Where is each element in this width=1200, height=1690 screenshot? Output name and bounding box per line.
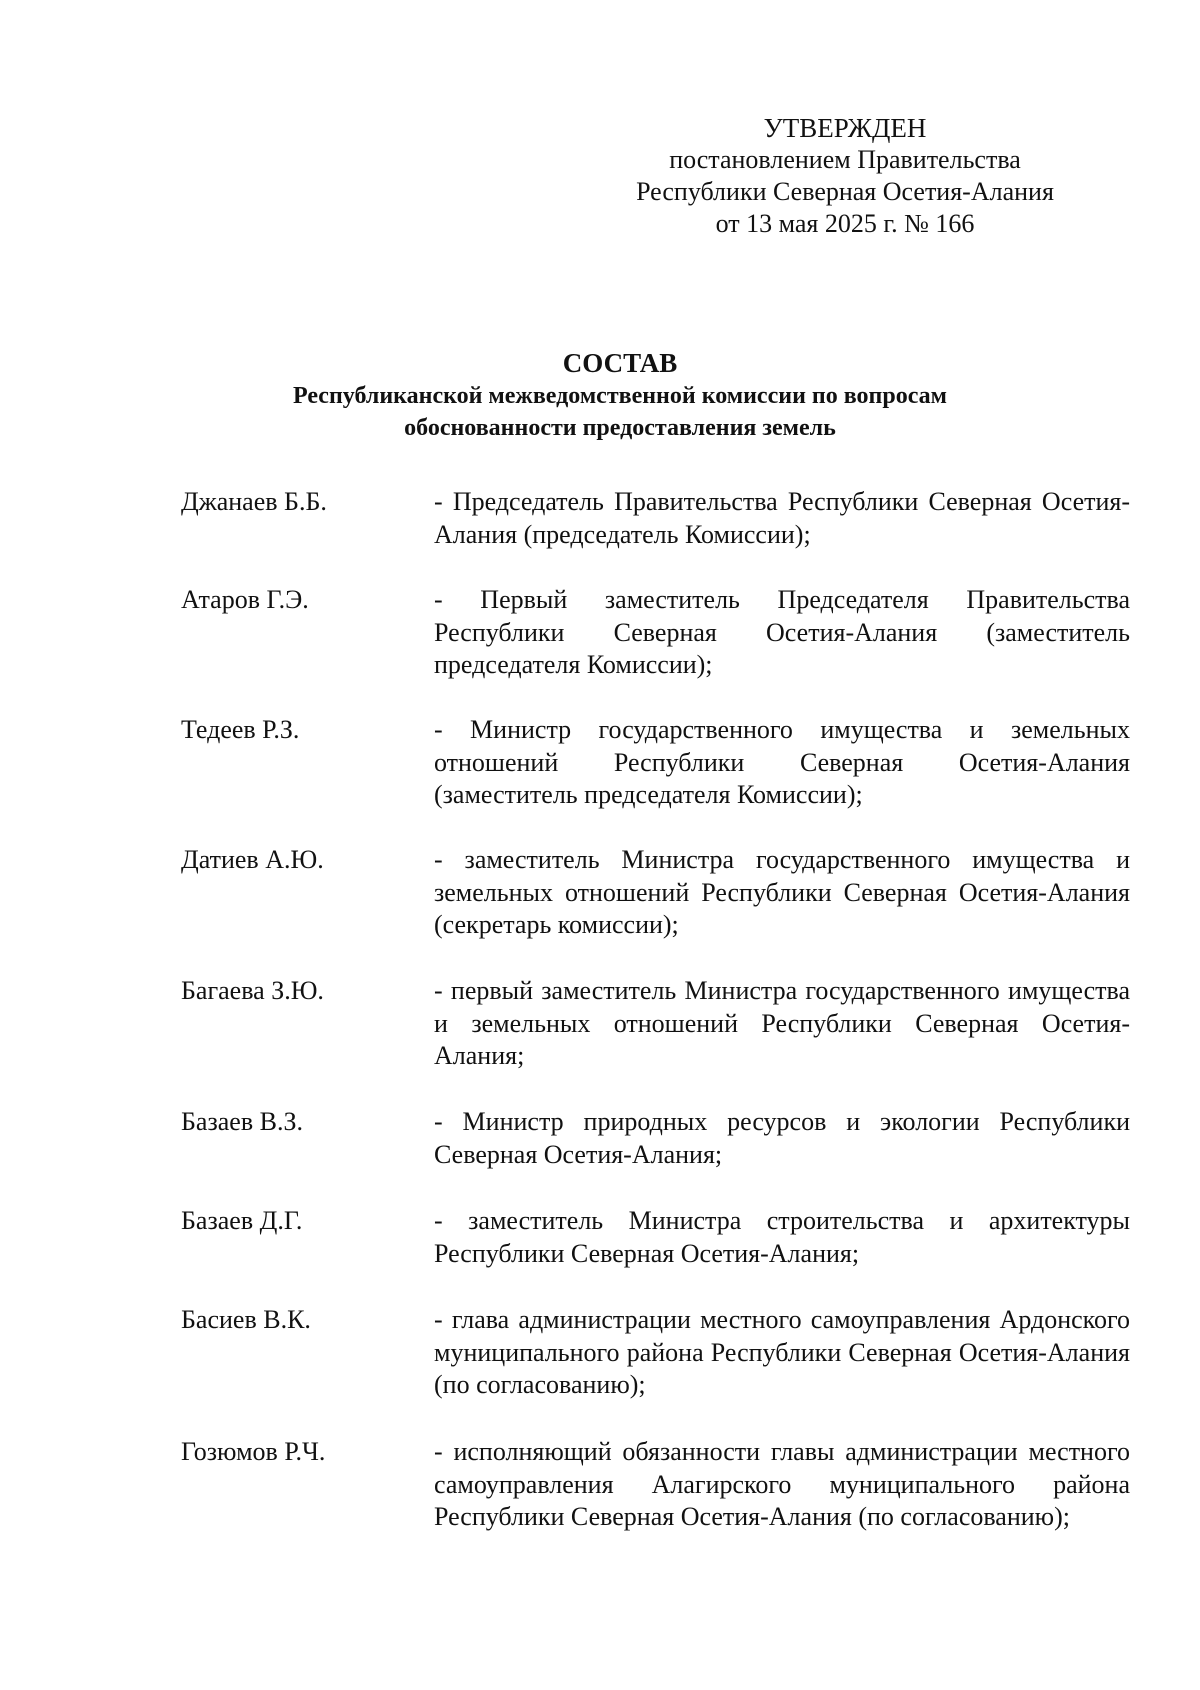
- member-role: - Первый заместитель Председателя Правительства Республики Северная Осетия-Алания (заместитель председателя Комиссии);: [434, 585, 1130, 679]
- document-subtitle-line-2: обоснованности предоставления земель: [404, 415, 836, 441]
- member-role: - первый заместитель Министра государственного имущества и земельных отношений Республики Северная Осетия-Алания;: [434, 976, 1130, 1070]
- approval-line-1: постановлением Правительства: [669, 145, 1021, 174]
- member-name: Джанаев Б.Б.: [181, 487, 327, 516]
- member-name: Багаева З.Ю.: [181, 976, 324, 1005]
- approval-heading: УТВЕРЖДЕН: [763, 113, 927, 143]
- document-subtitle-line-1: Республиканской межведомственной комиссии по вопросам: [293, 383, 947, 409]
- member-name: Тедеев Р.З.: [181, 715, 300, 744]
- member-name: Базаев Д.Г.: [181, 1206, 303, 1235]
- member-name: Атаров Г.Э.: [181, 585, 309, 614]
- approval-line-3: от 13 мая 2025 г. № 166: [715, 209, 975, 238]
- member-role: - заместитель Министра государственного имущества и земельных отношений Республики Северная Осетия-Алания (секретарь комиссии);: [434, 845, 1130, 939]
- member-role: - Министр государственного имущества и земельных отношений Республики Северная Осетия-Алания (заместитель председателя Комиссии);: [434, 715, 1130, 809]
- member-name: Басиев В.К.: [181, 1305, 311, 1334]
- document-title-block: [150, 346, 1090, 444]
- member-role: - глава администрации местного самоуправления Ардонского муниципального района Республики Северная Осетия-Алания (по согласованию);: [434, 1305, 1130, 1399]
- member-role: - исполняющий обязанности главы администрации местного самоуправления Алагирского муниципального района Республики Северная Осетия-Алания (по согласованию);: [434, 1437, 1130, 1531]
- member-name: Гозюмов Р.Ч.: [181, 1437, 326, 1466]
- approval-stamp-block: [620, 112, 1070, 240]
- document-title: СОСТАВ: [562, 348, 678, 378]
- member-role: - Министр природных ресурсов и экологии Республики Северная Осетия-Алания;: [434, 1107, 1130, 1169]
- approval-line-2: Республики Северная Осетия-Алания: [636, 177, 1054, 206]
- member-role: - Председатель Правительства Республики Северная Осетия-Алания (председатель Комиссии);: [434, 487, 1130, 549]
- member-name: Базаев В.З.: [181, 1107, 303, 1136]
- member-role: - заместитель Министра строительства и архитектуры Республики Северная Осетия-Алания;: [434, 1206, 1130, 1268]
- member-name: Датиев А.Ю.: [181, 845, 324, 874]
